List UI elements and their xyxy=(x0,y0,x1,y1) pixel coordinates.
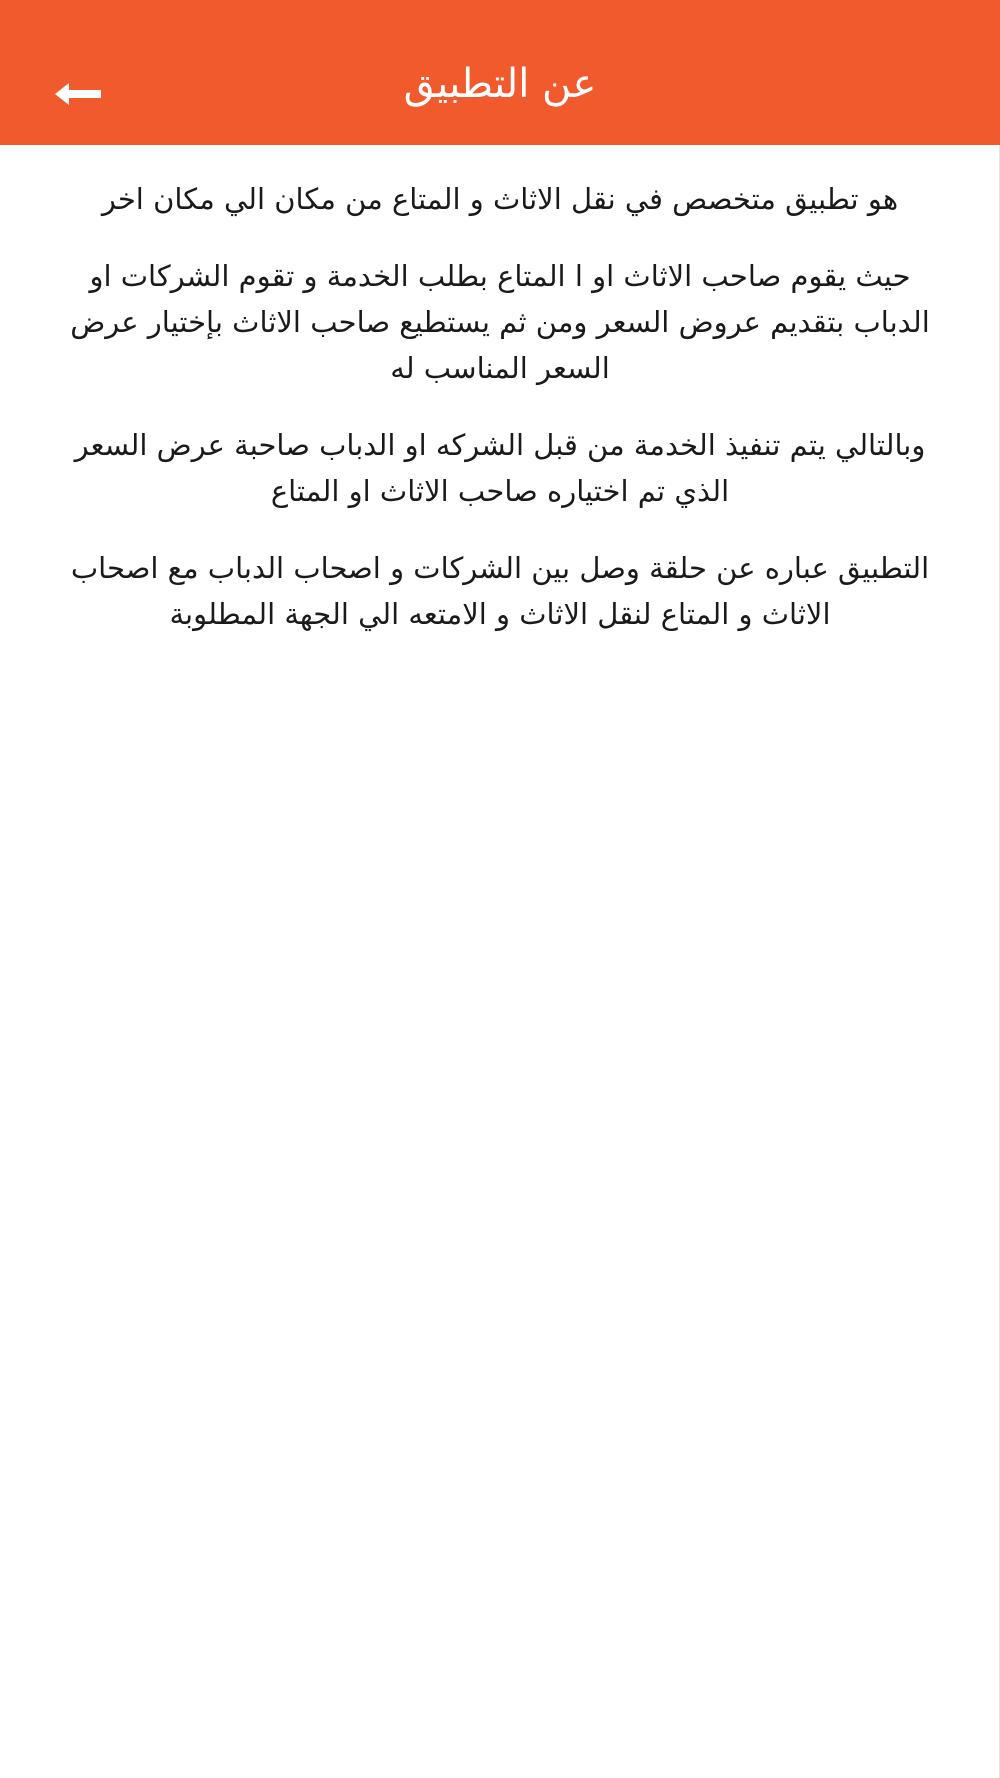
page-title: عن التطبيق xyxy=(403,61,597,107)
back-button[interactable] xyxy=(48,62,112,126)
arrow-left-icon xyxy=(55,79,105,109)
about-content xyxy=(70,176,930,668)
about-paragraph: التطبيق عباره عن حلقة وصل بين الشركات و اصحاب الدباب مع اصحاب الاثاث و المتاع لنقل الاثاث و الامتعه الي الجهة المطلوبة xyxy=(70,551,930,631)
about-paragraph: وبالتالي يتم تنفيذ الخدمة من قبل الشركه او الدباب صاحبة عرض السعر الذي تم اختياره صاحب الاثاث او المتاع xyxy=(74,428,926,508)
about-paragraph: هو تطبيق متخصص في نقل الاثاث و المتاع من مكان الي مكان اخر xyxy=(101,182,899,216)
app-bar xyxy=(0,0,1000,145)
about-paragraph: حيث يقوم صاحب الاثاث او ا المتاع بطلب الخدمة و تقوم الشركات او الدباب بتقديم عروض السعر ومن ثم يستطيع صاحب الاثاث بإختيار عرض السعر المناسب له xyxy=(70,259,930,385)
